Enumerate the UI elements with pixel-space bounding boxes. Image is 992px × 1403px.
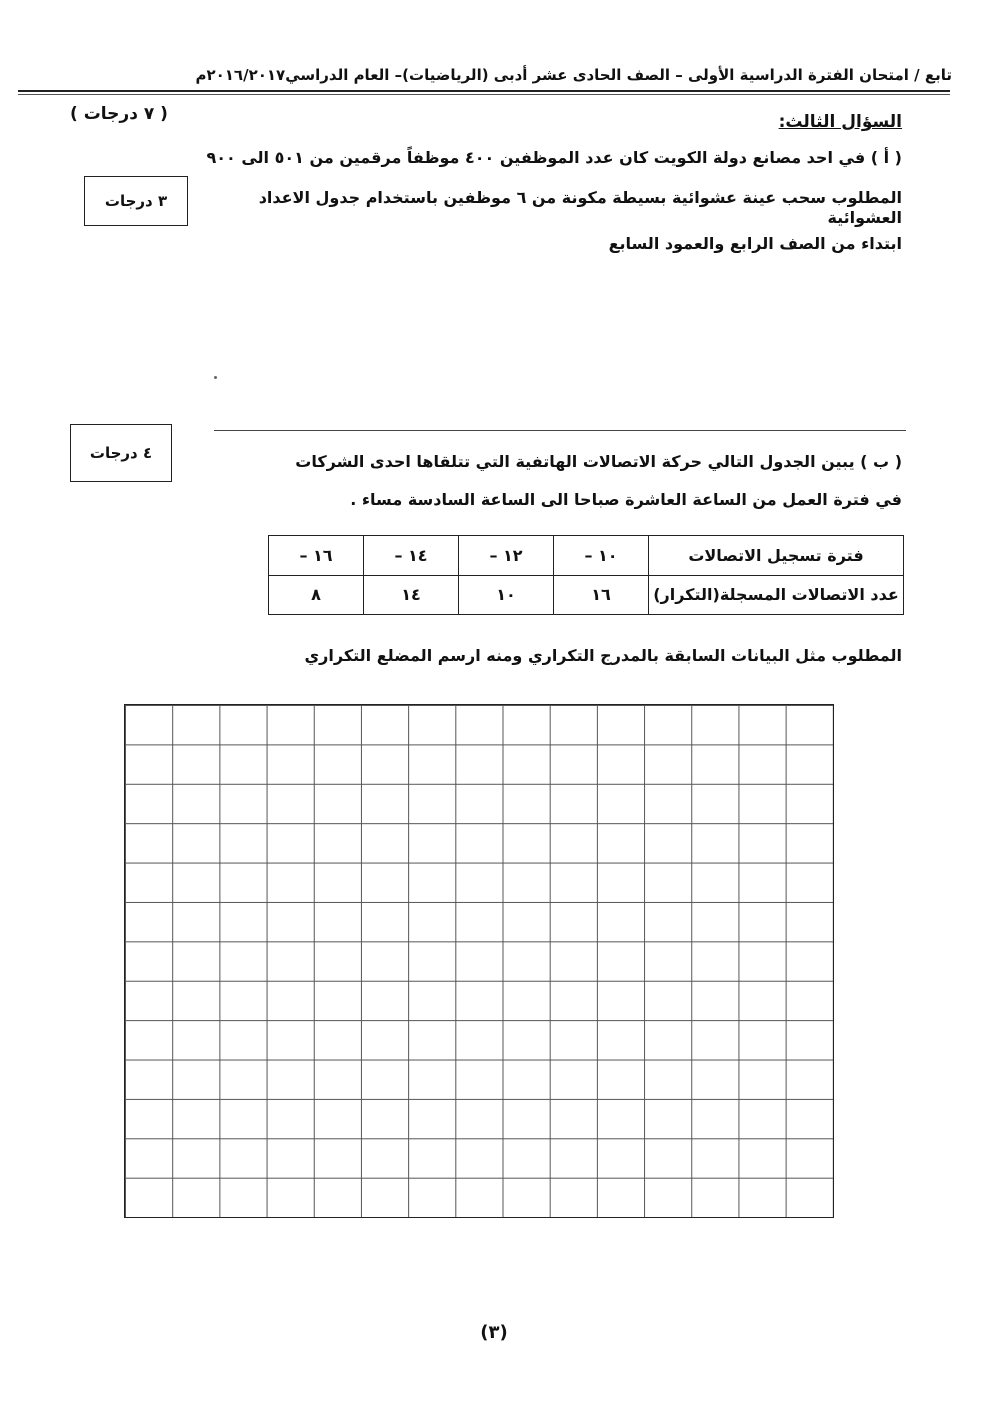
part-a-marks-box: ٣ درجات [84, 176, 188, 226]
row-label-frequency: عدد الاتصالات المسجلة(التكرار) [649, 575, 904, 615]
page-header: تابع / امتحان الفترة الدراسية الأولى – الصف الحادى عشر أدبى (الرياضيات)– العام الدراسي٢٠١٦/٢٠١٧م [195, 66, 952, 84]
interval-cell: ١٦ – [269, 536, 364, 576]
part-b-line-2: في فترة العمل من الساعة العاشرة صباحا الى الساعة السادسة مساء . [350, 490, 902, 509]
row-label-intervals: فترة تسجيل الاتصالات [649, 536, 904, 576]
header-rule-thin [18, 94, 950, 95]
frequency-table [268, 535, 904, 615]
part-b-line-1: ( ب ) يبين الجدول التالي حركة الاتصالات الهاتفية التي تتلقاها احدى الشركات [295, 452, 902, 471]
frequency-cell: ١٤ [364, 575, 459, 615]
part-a-line-2: المطلوب سحب عينة عشوائية بسيطة مكونة من ٦ موظفين باستخدام جدول الاعداد العشوائية [258, 188, 902, 227]
frequency-cell: ٨ [269, 575, 364, 615]
interval-cell: ١٢ – [459, 536, 554, 576]
part-a-line-1: ( أ ) في احد مصانع دولة الكويت كان عدد الموظفين ٤٠٠ موظفاً مرقمين من ٥٠١ الى ٩٠٠ [206, 148, 902, 167]
part-a-line-3: ابتداء من الصف الرابع والعمود السابع [608, 234, 902, 253]
question-total-marks: ( ٧ درجات ) [70, 104, 168, 124]
table-row [269, 575, 904, 615]
stray-dot [214, 376, 217, 379]
frequency-cell: ١٦ [554, 575, 649, 615]
interval-cell: ١٠ – [554, 536, 649, 576]
section-divider [214, 430, 906, 431]
graph-paper-grid[interactable] [124, 704, 834, 1218]
page-number: (٣) [480, 1322, 508, 1343]
header-rule [18, 90, 950, 92]
question-title: السؤال الثالث: [778, 112, 902, 132]
frequency-cell: ١٠ [459, 575, 554, 615]
part-b-requirement: المطلوب مثل البيانات السابقة بالمدرج التكراري ومنه ارسم المضلع التكراري [304, 646, 902, 665]
table-row [269, 536, 904, 576]
part-b-marks-box: ٤ درجات [70, 424, 172, 482]
interval-cell: ١٤ – [364, 536, 459, 576]
